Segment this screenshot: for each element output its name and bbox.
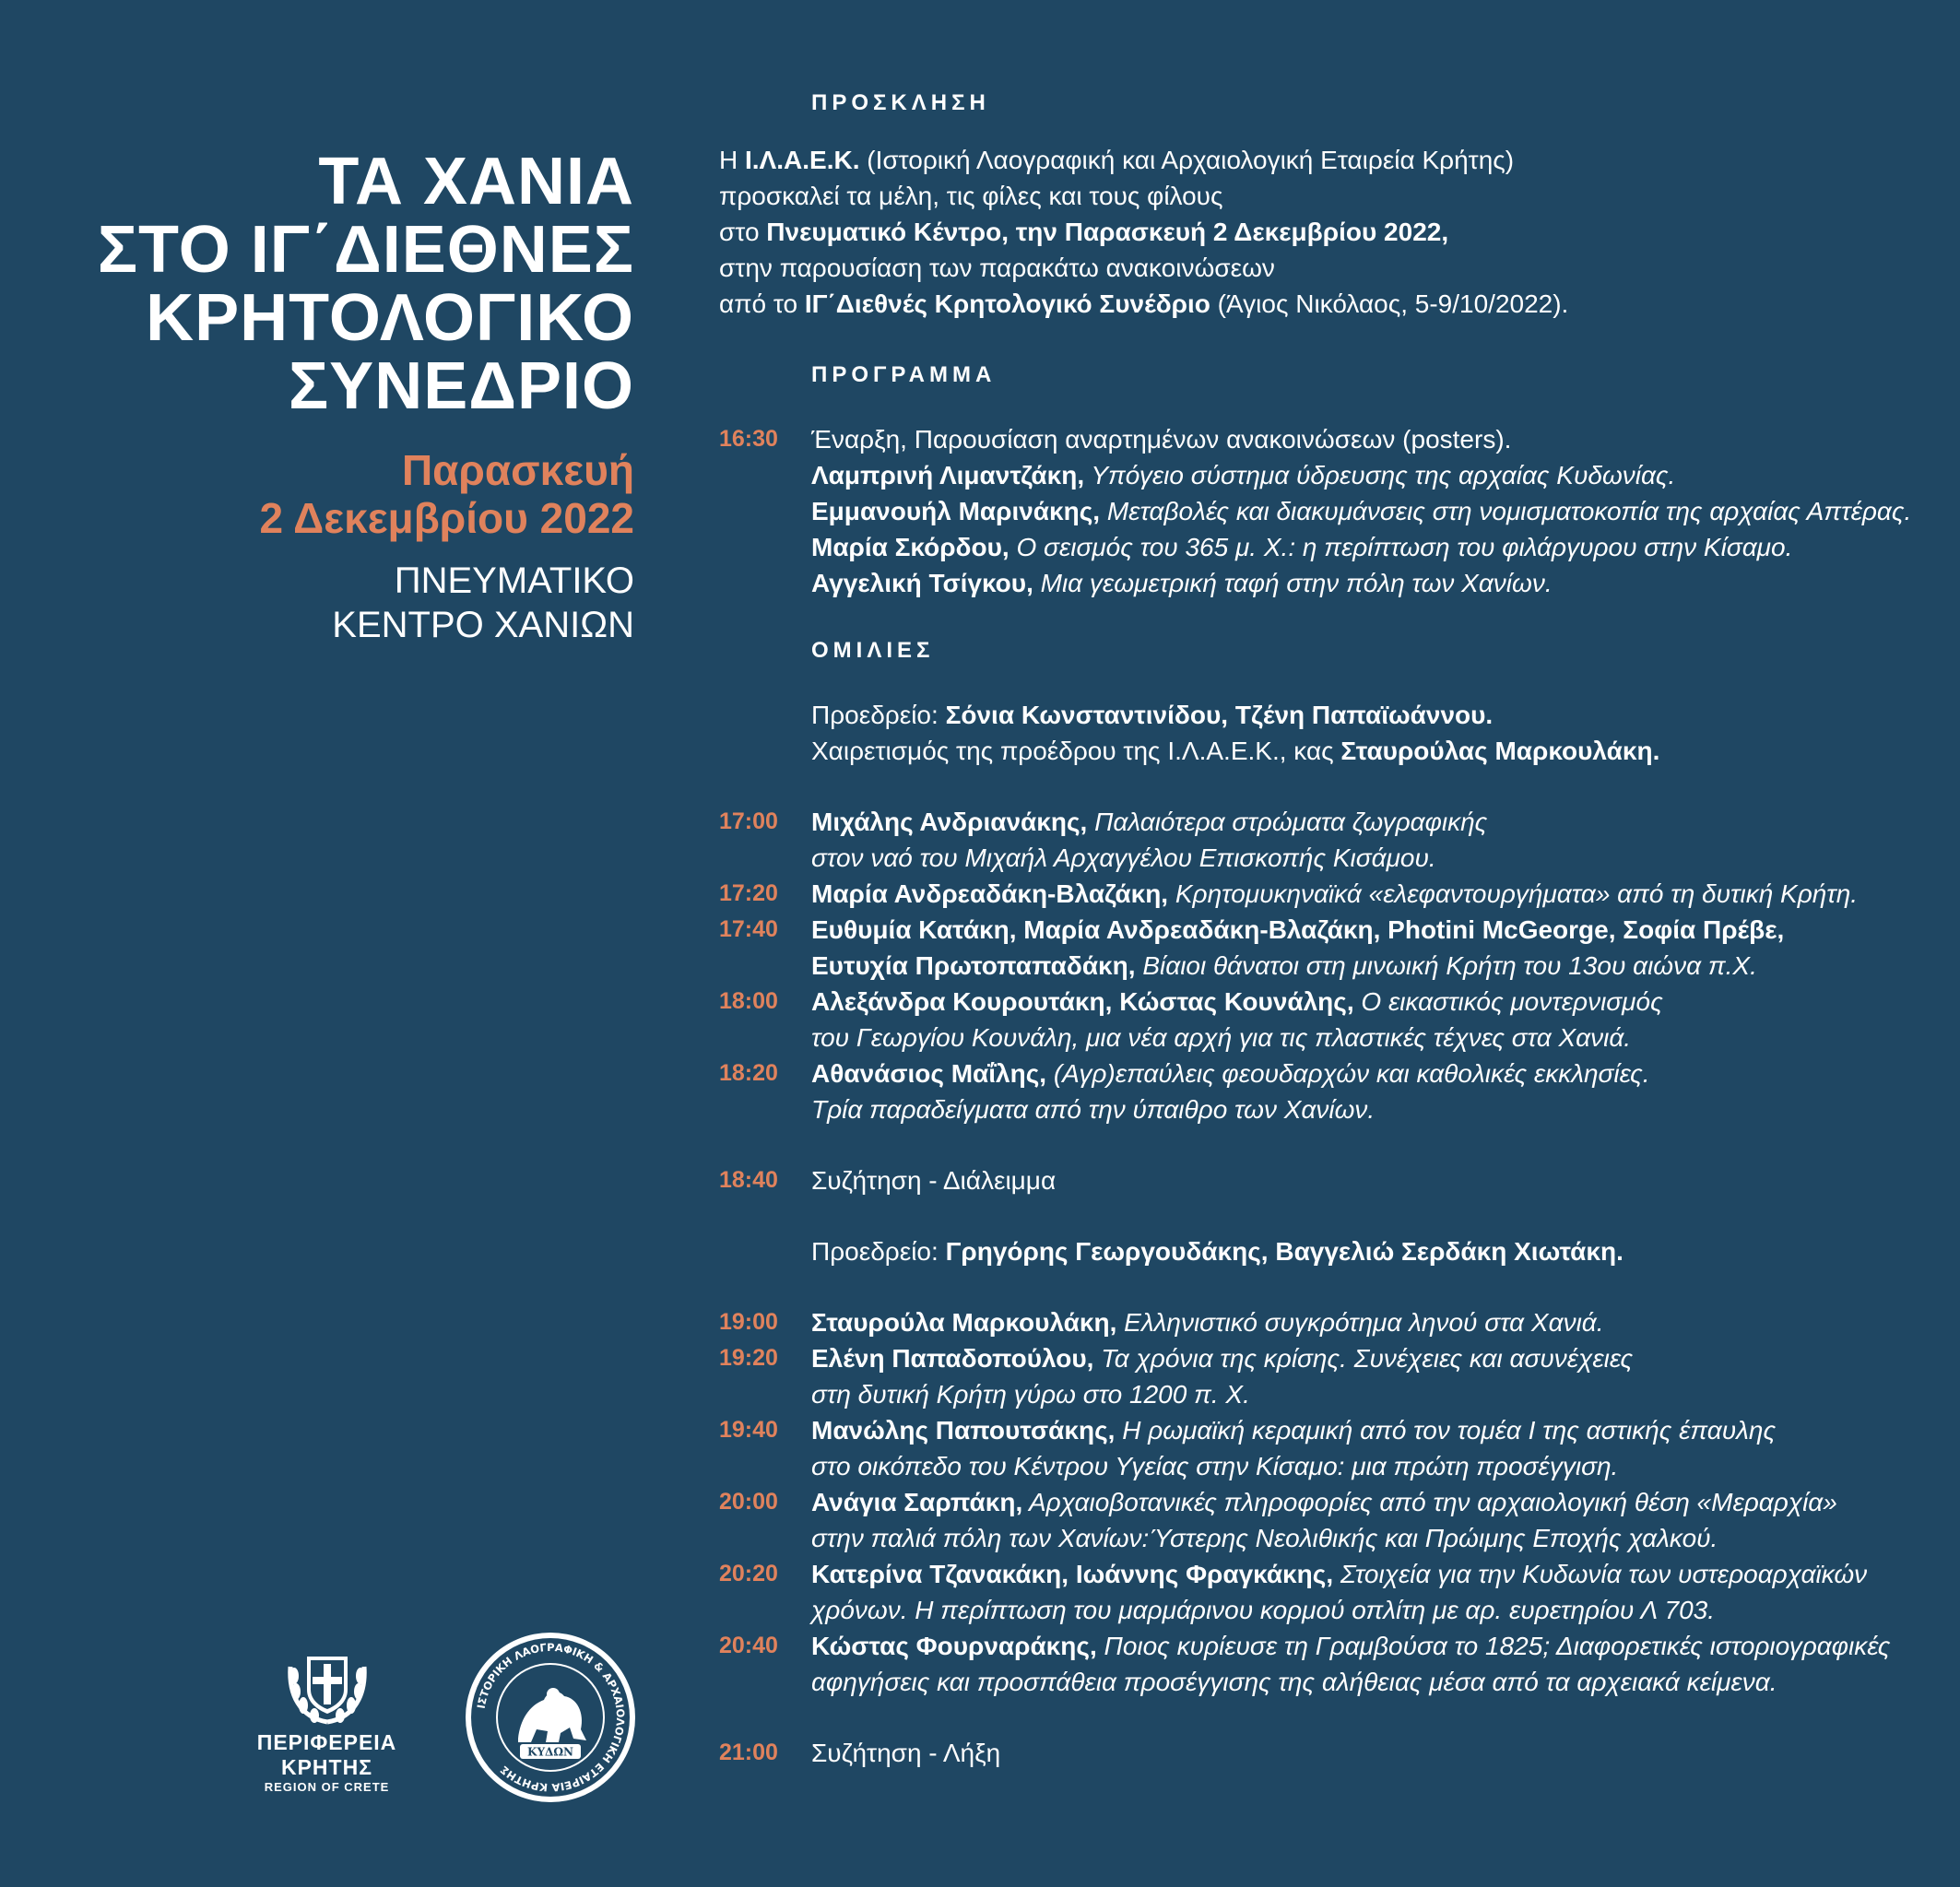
date-day: Παρασκευή <box>401 446 634 494</box>
venue-line: ΠΝΕΥΜΑΤΙΚΟ <box>394 560 634 601</box>
time-label: 19:00 <box>719 1309 778 1335</box>
time-label: 20:20 <box>719 1561 778 1586</box>
talk-row: 19:40 Μανώλης Παπουτσάκης, Η ρωμαϊκή κεραμική από τον τομέα Ι της αστικής έπαυλης στο οικόπεδο του Κέντρου Υγείας στην Κίσαμο: μια πρώτη προσέγγιση. <box>719 1412 1936 1484</box>
intro-line: στην παρουσίαση των παρακάτω ανακοινώσεων <box>719 254 1275 282</box>
title-line: ΣΥΝΕΔΡΙΟ <box>288 349 634 423</box>
poster-item: Εμμανουήλ Μαρινάκης, Μεταβολές και διακυμάνσεις στη νομισματοκοπία της αρχαίας Απτέρας. <box>811 497 1912 525</box>
opening-line: Έναρξη, Παρουσίαση αναρτημένων ανακοινώσεων (posters). <box>811 425 1512 454</box>
time-label: 19:40 <box>719 1417 778 1443</box>
chair-row <box>719 697 1936 769</box>
talk-row: 17:20 Μαρία Ανδρεαδάκη-Βλαζάκη, Κρητομυκηναϊκά «ελεφαντουργήματα» από τη δυτική Κρήτη. <box>719 876 1936 912</box>
intro-line: από το ΙΓ΄Διεθνές Κρητολογικό Συνέδριο (Άγιος Νικόλαος, 5-9/10/2022). <box>719 289 1569 318</box>
break-text: Συζήτηση - Διάλειμμα <box>811 1166 1057 1195</box>
ilaek-seal-logo <box>463 1630 638 1805</box>
intro-line: προσκαλεί τα μέλη, τις φίλες και τους φίλους <box>719 182 1223 210</box>
time-label: 17:20 <box>719 880 778 906</box>
time-label: 18:20 <box>719 1060 778 1086</box>
title-block <box>44 147 634 647</box>
end-row <box>719 1735 1936 1771</box>
time-label: 20:00 <box>719 1489 778 1515</box>
invitation-heading: ΠΡΟΣΚΛΗΣΗ <box>811 90 990 115</box>
time-label: 19:20 <box>719 1345 778 1371</box>
talk-row: 17:40 Ευθυμία Κατάκη, Μαρία Ανδρεαδάκη-Βλαζάκη, Photini McGeorge, Σοφία Πρέβε, Ευτυχία Πρωτοπαπαδάκη, Βίαιοι θάνατοι στη μινωική Κρήτη του 13ου αιώνα π.Χ. <box>719 912 1936 984</box>
chair-row <box>719 1233 1936 1269</box>
title-line: ΣΤΟ ΙΓ΄ΔΙΕΘΝΕΣ <box>97 213 634 287</box>
event-date <box>44 446 634 542</box>
poster-item: Μαρία Σκόρδου, Ο σεισμός του 365 μ. Χ.: η περίπτωση του φιλάργυρου στην Κίσαμο. <box>811 533 1793 561</box>
region-of-crete-logo <box>214 1644 440 1794</box>
intro-line: στο Πνευματικό Κέντρο, την Παρασκευή 2 Δεκεμβρίου 2022, <box>719 218 1449 246</box>
talk-row: 19:20 Ελένη Παπαδοπούλου, Τα χρόνια της κρίσης. Συνέχειες και ασυνέχειες στη δυτική Κρήτη γύρω στο 1200 π. Χ. <box>719 1340 1936 1412</box>
talk-row: 20:00 Ανάγια Σαρπάκη, Αρχαιοβοτανικές πληροφορίες από την αρχαιολογική θέση «Μεραρχία» στην παλιά πόλη των Χανίων:Ύστερης Νεολιθικής και Πρώιμης Εποχής χαλκού. <box>719 1484 1936 1556</box>
talk-row: 19:00 Σταυρούλα Μαρκουλάκη, Ελληνιστικό συγκρότημα ληνού στα Χανιά. <box>719 1304 1936 1340</box>
program-heading: ΠΡΟΓΡΑΜΜΑ <box>811 362 997 387</box>
time-label: 20:40 <box>719 1633 778 1658</box>
talk-row: 20:20 Κατερίνα Τζανακάκη, Ιωάννης Φραγκάκης, Στοιχεία για την Κυδωνία των υστεροαρχαϊκών χρόνων. Η περίπτωση του μαρμάρινου κορμού οπλίτη με αρ. ευρετηρίου Λ 703. <box>719 1556 1936 1628</box>
svg-text:ΚΥΔΩΝ: ΚΥΔΩΝ <box>527 1745 573 1759</box>
greek-coat-of-arms-icon <box>281 1644 373 1727</box>
greeting-line: Χαιρετισμός της προέδρου της Ι.Λ.Α.Ε.Κ., κας Σταυρούλας Μαρκουλάκη. <box>811 737 1660 765</box>
svg-text:ΙΣΤΟΡΙΚΗ ΛΑΟΓΡΑΦΙΚΗ & ΑΡΧΑΙΟΛΟ: ΙΣΤΟΡΙΚΗ ΛΑΟΓΡΑΦΙΚΗ & ΑΡΧΑΙΟΛΟΓΙΚΗ ΕΤΑΙΡΕΙΑ ΚΡΗΤΗΣ <box>474 1640 628 1795</box>
time-label: 16:30 <box>719 426 778 452</box>
chair-line: Προεδρείο: Σόνια Κωνσταντινίδου, Τζένη Παπαϊωάννου. <box>811 701 1494 729</box>
talk-row: 18:20 Αθανάσιος Μαΐλης, (Αγρ)επαύλεις φεουδαρχών και καθολικές εκκλησίες. Τρία παραδείγματα από την ύπαιθρο των Χανίων. <box>719 1056 1936 1127</box>
venue-line: ΚΕΝΤΡΟ ΧΑΝΙΩΝ <box>332 605 634 645</box>
talk-row: 17:00 Μιχάλης Ανδριανάκης, Παλαιότερα στρώματα ζωγραφικής στον ναό του Μιχαήλ Αρχαγγέλου Επισκοπής Κισάμου. <box>719 804 1936 876</box>
ilaek-seal-icon <box>463 1630 638 1805</box>
main-title <box>44 145 634 423</box>
title-line: ΚΡΗΤΟΛΟΓΙΚΟ <box>146 281 634 355</box>
chair-line: Προεδρείο: Γρηγόρης Γεωργουδάκης, Βαγγελιώ Σερδάκη Χιωτάκη. <box>811 1237 1623 1266</box>
venue <box>44 559 634 647</box>
intro-line: Η Ι.Λ.Α.Ε.Κ. (Ιστορική Λαογραφική και Αρχαιολογική Εταιρεία Κρήτης) <box>719 146 1515 174</box>
invitation-text <box>719 142 1936 322</box>
time-label: 18:40 <box>719 1167 778 1193</box>
break-row <box>719 1162 1936 1198</box>
end-text: Συζήτηση - Λήξη <box>811 1739 1001 1767</box>
talks-heading: ΟΜΙΛΙΕΣ <box>811 638 935 663</box>
program-row <box>719 421 1936 601</box>
date-full: 2 Δεκεμβρίου 2022 <box>259 494 634 542</box>
time-label: 18:00 <box>719 988 778 1014</box>
talk-row: 20:40 Κώστας Φουρναράκης, Ποιος κυρίευσε τη Γραμβούσα το 1825; Διαφορετικές ιστοριογραφικές αφηγήσεις και προσπάθεια προσέγγισης της αλήθειας μέσα από τα αρχειακά κείμενα. <box>719 1628 1936 1700</box>
logos <box>214 1630 638 1805</box>
talk-row: 18:00 Αλεξάνδρα Κουρουτάκη, Κώστας Κουνάλης, Ο εικαστικός μοντερνισμός του Γεωργίου Κουνάλη, μια νέα αρχή για τις πλαστικές τέχνες στα Χανιά. <box>719 984 1936 1056</box>
poster-item: Λαμπρινή Λιμαντζάκη, Υπόγειο σύστημα ύδρευσης της αρχαίας Κυδωνίας. <box>811 461 1676 489</box>
region-name: ΠΕΡΙΦΕΡΕΙΑ ΚΡΗΤΗΣ <box>256 1730 397 1779</box>
poster-item: Αγγελική Τσίγκου, Μια γεωμετρική ταφή στην πόλη των Χανίων. <box>811 569 1553 597</box>
program-text <box>811 421 1936 601</box>
time-label: 21:00 <box>719 1740 778 1765</box>
program-column <box>719 90 1936 1771</box>
title-line: ΤΑ ΧΑΝΙΑ <box>318 145 634 218</box>
time-label: 17:40 <box>719 916 778 942</box>
time-label: 17:00 <box>719 808 778 834</box>
region-subtitle: REGION OF CRETE <box>264 1780 390 1794</box>
